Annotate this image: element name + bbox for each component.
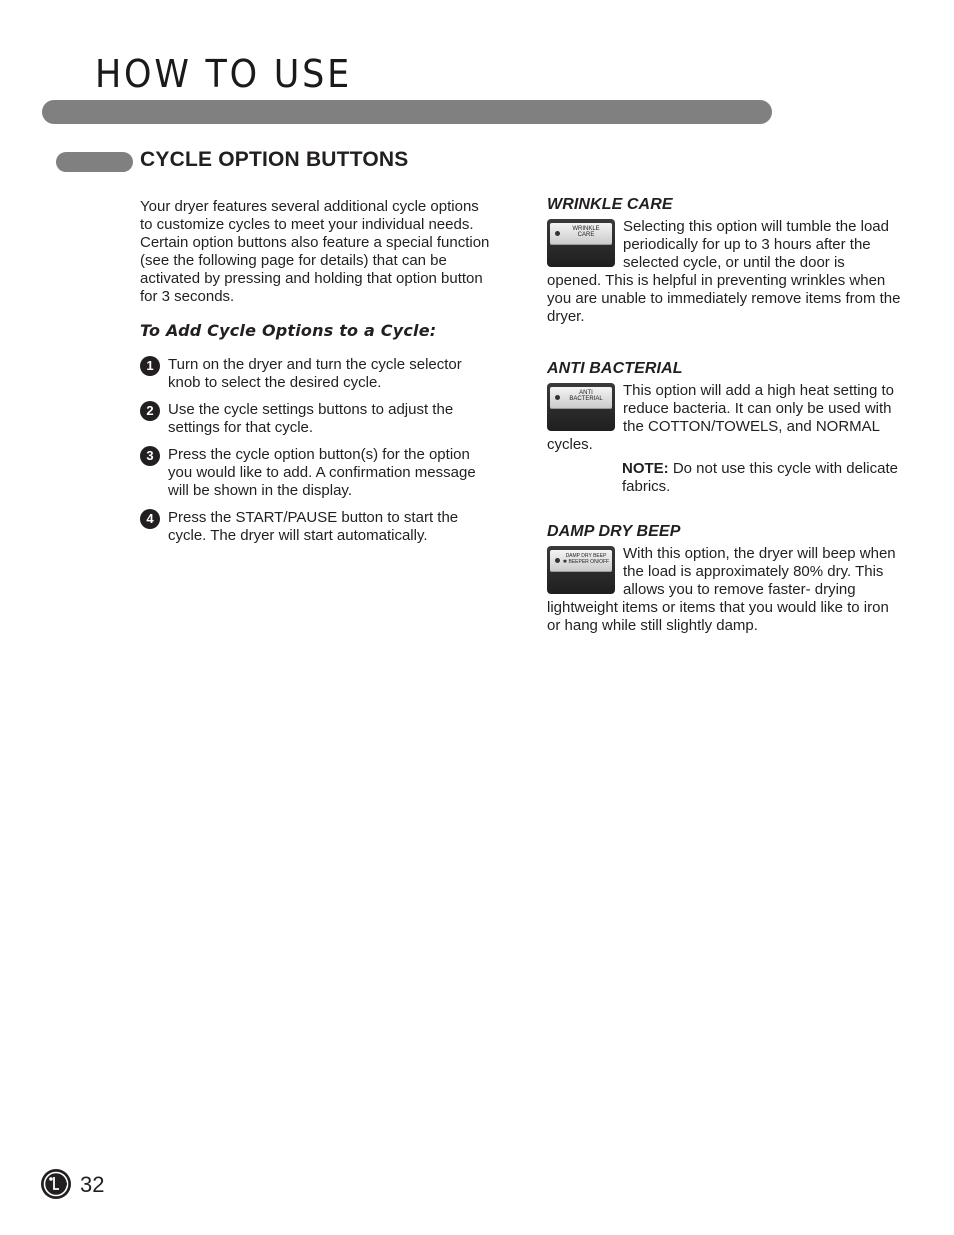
option-damp-dry-beep bbox=[547, 523, 902, 635]
option-body bbox=[547, 218, 902, 326]
option-description: Selecting this option will tumble the load periodically for up to 3 hours after the selected cycle, or until the door is opened. This is helpful in preventing wrinkles when you are unable to immediately remove items from the dryer. bbox=[547, 218, 901, 325]
button-face bbox=[550, 223, 612, 245]
led-indicator-icon bbox=[555, 395, 560, 400]
steps-heading: To Add Cycle Options to a Cycle: bbox=[140, 321, 437, 340]
page-number: 32 bbox=[80, 1172, 105, 1197]
page-title: HOW TO USE bbox=[95, 52, 352, 96]
note-text: Do not use this cycle with delicate fabrics. bbox=[622, 460, 898, 495]
section-pill-marker bbox=[56, 152, 133, 172]
option-heading: ANTI BACTERIAL bbox=[547, 360, 683, 377]
step-item bbox=[140, 401, 490, 437]
led-indicator-icon bbox=[555, 231, 560, 236]
step-item bbox=[140, 446, 490, 500]
option-wrinkle-care bbox=[547, 196, 902, 326]
step-text: Use the cycle settings buttons to adjust the settings for that cycle. bbox=[168, 401, 454, 436]
option-body bbox=[547, 382, 902, 496]
anti-bacterial-button-image bbox=[547, 383, 615, 431]
option-anti-bacterial bbox=[547, 360, 902, 496]
option-heading: WRINKLE CARE bbox=[547, 196, 673, 213]
button-label-line: WRINKLE bbox=[572, 226, 600, 232]
led-indicator-icon bbox=[555, 558, 560, 563]
button-label-line: BACTERIAL bbox=[569, 396, 603, 402]
option-description: This option will add a high heat setting to reduce bacteria. It can only be used with the COTTON/TOWELS, and NORMAL cycles. bbox=[547, 382, 895, 453]
wrinkle-care-button-image bbox=[547, 219, 615, 267]
step-number-badge: 4 bbox=[140, 509, 160, 529]
button-label-line: ✱ BEEPER ON/OFF bbox=[562, 559, 610, 565]
step-text: Press the START/PAUSE button to start the cycle. The dryer will start automatically. bbox=[168, 509, 459, 544]
option-note bbox=[547, 460, 902, 496]
option-body bbox=[547, 545, 902, 635]
step-number-badge: 1 bbox=[140, 356, 160, 376]
button-label-line: DAMP DRY BEEP bbox=[565, 553, 607, 559]
note-label: NOTE: bbox=[622, 460, 669, 477]
title-bar-divider bbox=[42, 100, 772, 124]
damp-dry-beep-button-image bbox=[547, 546, 615, 594]
step-text: Turn on the dryer and turn the cycle selector knob to select the desired cycle. bbox=[168, 356, 462, 391]
button-face bbox=[550, 550, 612, 572]
button-label bbox=[562, 226, 610, 238]
intro-paragraph: Your dryer features several additional cycle options to customize cycles to meet your individual needs. Certain option buttons also feature a special function (see the following page for details) that can be activated by pressing and holding that option button for 3 seconds. bbox=[140, 198, 490, 305]
step-item bbox=[140, 356, 490, 392]
steps-list bbox=[140, 356, 490, 554]
left-column bbox=[140, 198, 490, 544]
option-description: With this option, the dryer will beep when the load is approximately 80% dry. This allows you to remove faster- drying lightweight items or items that you would like to iron or hang while still slightly damp. bbox=[547, 545, 896, 634]
button-label-line: CARE bbox=[577, 232, 595, 238]
button-label-line: ANTI bbox=[579, 390, 593, 396]
step-number-badge: 3 bbox=[140, 446, 160, 466]
step-number-badge: 2 bbox=[140, 401, 160, 421]
step-text: Press the cycle option button(s) for the option you would like to add. A confirmation message will be shown in the display. bbox=[168, 446, 476, 499]
lg-logo-icon bbox=[40, 1168, 72, 1200]
option-heading: DAMP DRY BEEP bbox=[547, 523, 681, 540]
section-title: CYCLE OPTION BUTTONS bbox=[140, 148, 409, 171]
button-label bbox=[562, 553, 610, 565]
button-face bbox=[550, 387, 612, 409]
step-item bbox=[140, 509, 490, 545]
button-label bbox=[562, 390, 610, 402]
